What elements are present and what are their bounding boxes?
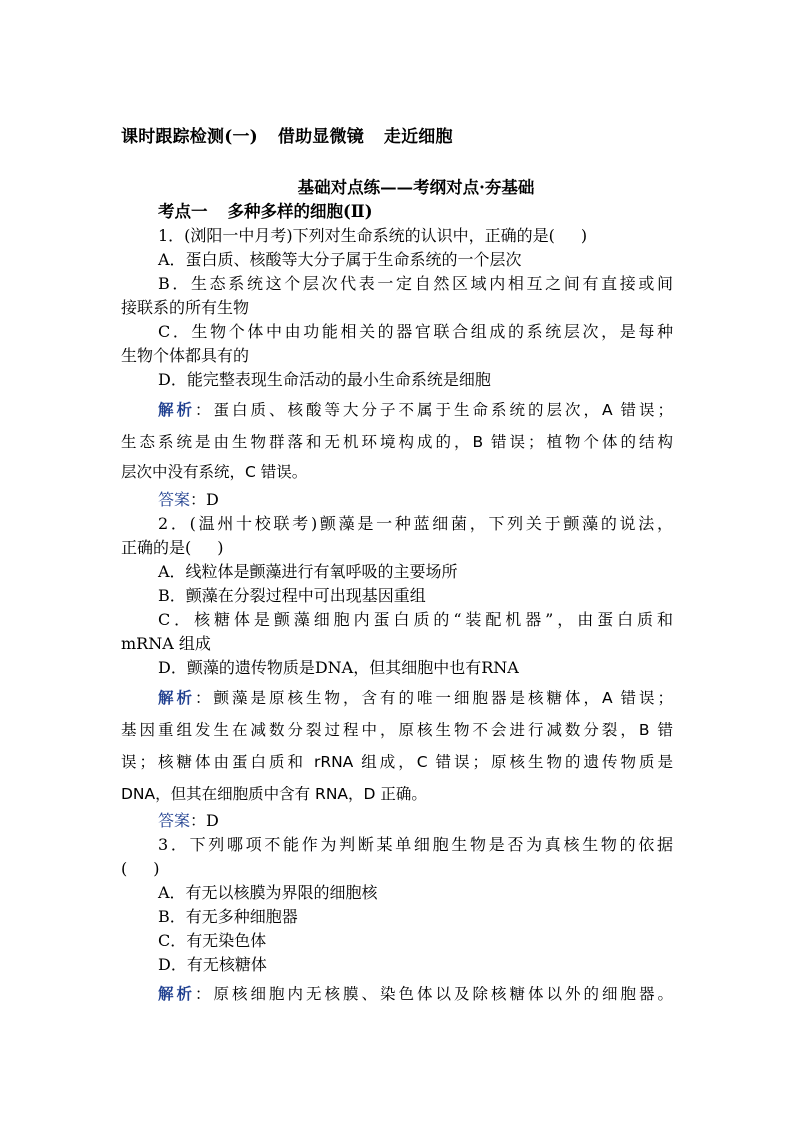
q3-option-b: B．有无多种细胞器 xyxy=(158,907,298,926)
q2-option-c-line2: mRNA 组成 xyxy=(121,634,211,653)
q1-option-b-line2: 接联系的所有生物 xyxy=(121,298,250,317)
point-name: 多种多样的细胞(Ⅱ) xyxy=(227,202,373,221)
q3-option-d: D．有无核糖体 xyxy=(158,955,267,974)
q2-option-b: B．颤藻在分裂过程中可出现基因重组 xyxy=(158,586,426,605)
page-title xyxy=(121,122,453,147)
point-heading xyxy=(158,198,373,222)
q1-answer-text: ：D xyxy=(190,490,219,509)
title-main: 课时跟踪检测(一) xyxy=(121,127,258,147)
q1-stem xyxy=(158,226,587,246)
answer-label: 答案 xyxy=(158,811,191,830)
q1-answer xyxy=(158,490,219,510)
q1-stem-end: ) xyxy=(580,226,588,245)
q1-explain-line1 xyxy=(158,400,673,420)
explain-label: 解析 xyxy=(158,401,195,419)
q1-explain-text1: ：蛋白质、核酸等大分子不属于生命系统的层次，A 错误； xyxy=(195,401,673,419)
q2-explain-line1 xyxy=(158,688,673,708)
q1-stem-text: 1．(浏阳一中月考)下列对生命系统的认识中，正确的是( xyxy=(158,226,555,245)
explain-label: 解析 xyxy=(158,985,195,1003)
q1-option-b-line1: B．生态系统这个层次代表一定自然区域内相互之间有直接或间 xyxy=(158,274,673,293)
q2-answer xyxy=(158,811,219,831)
q1-explain-line2: 生态系统是由生物群落和无机环境构成的，B 错误；植物个体的结构 xyxy=(121,433,673,451)
q2-explain-line3: 误；核糖体由蛋白质和 rRNA 组成，C 错误；原核生物的遗传物质是 xyxy=(121,753,673,771)
q1-option-c-line2: 生物个体都具有的 xyxy=(121,346,250,365)
point-label: 考点一 xyxy=(158,202,208,221)
q3-option-a: A．有无以核膜为界限的细胞核 xyxy=(158,883,378,902)
title-part1: 借助显微镜 xyxy=(277,127,364,147)
q2-option-d: D．颤藻的遗传物质是DNA，但其细胞中也有RNA xyxy=(158,658,519,677)
q3-option-c: C．有无染色体 xyxy=(158,931,267,950)
q3-stem-end: ) xyxy=(153,859,160,878)
q1-option-c-line1: C．生物个体中由功能相关的器官联合组成的系统层次，是每种 xyxy=(158,322,673,341)
q3-stem-line2 xyxy=(121,859,160,879)
q1-explain-line3: 层次中没有系统，C 错误。 xyxy=(121,463,308,481)
explain-label: 解析 xyxy=(158,689,195,707)
q3-stem-text: ( xyxy=(121,859,128,878)
q2-answer-text: ：D xyxy=(190,811,219,830)
q1-option-d: D．能完整表现生命活动的最小生命系统是细胞 xyxy=(158,370,491,389)
answer-label: 答案 xyxy=(158,490,191,509)
q3-explain-line1 xyxy=(158,984,673,1004)
q2-stem-line1: 2．(温州十校联考)颤藻是一种蓝细菌，下列关于颤藻的说法， xyxy=(158,514,673,533)
q1-option-a: A．蛋白质、核酸等大分子属于生命系统的一个层次 xyxy=(158,250,522,269)
q2-explain-text1: ：颤藻是原核生物，含有的唯一细胞器是核糖体，A 错误； xyxy=(195,689,673,707)
q2-stem-line2 xyxy=(121,538,224,558)
title-part2: 走近细胞 xyxy=(383,127,453,147)
q2-option-a: A．线粒体是颤藻进行有氧呼吸的主要场所 xyxy=(158,562,458,581)
q2-explain-line2: 基因重组发生在减数分裂过程中，原核生物不会进行减数分裂，B 错 xyxy=(121,721,673,739)
q2-option-c-line1: C．核糖体是颤藻细胞内蛋白质的“装配机器”，由蛋白质和 xyxy=(158,610,673,629)
q2-stem-end: ) xyxy=(217,538,224,557)
q2-stem-text: 正确的是( xyxy=(121,538,192,557)
q3-stem-line1: 3．下列哪项不能作为判断某单细胞生物是否为真核生物的依据 xyxy=(158,835,673,854)
q2-explain-line4: DNA，但其在细胞质中含有 RNA，D 正确。 xyxy=(121,785,427,803)
section-heading: 基础对点练——考纲对点·夯基础 xyxy=(297,178,535,197)
q3-explain-text1: ：原核细胞内无核膜、染色体以及除核糖体以外的细胞器。 xyxy=(195,985,673,1003)
